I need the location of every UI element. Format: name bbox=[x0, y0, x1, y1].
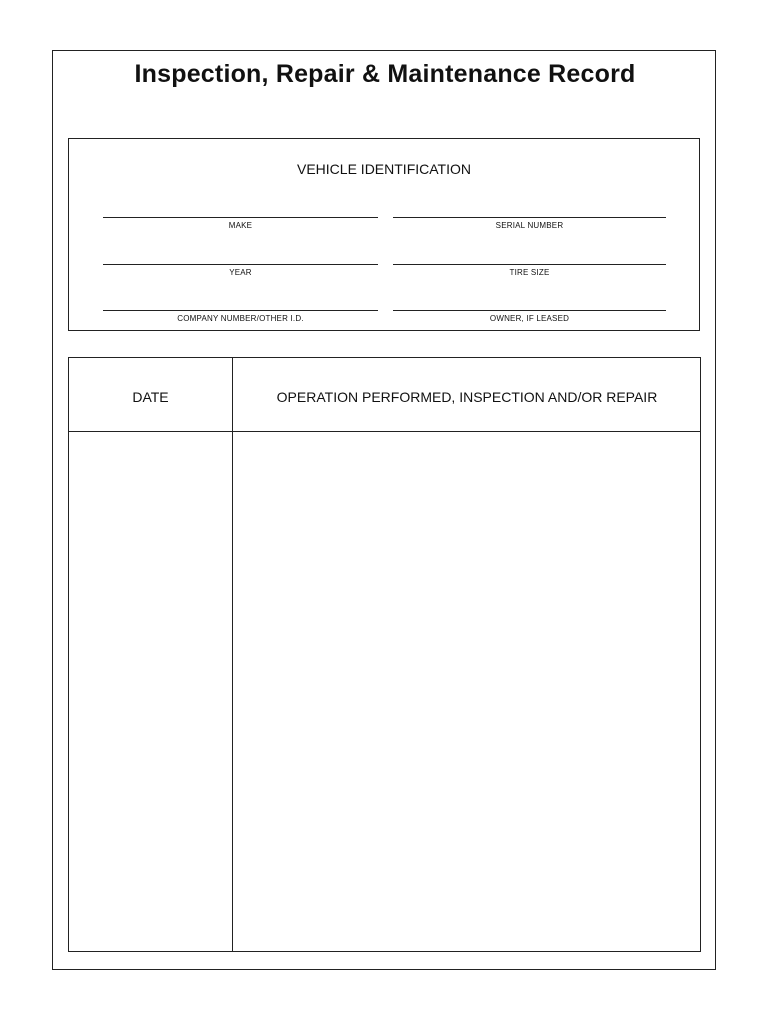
vehicle-identification-section bbox=[68, 138, 700, 331]
year-label: YEAR bbox=[229, 268, 252, 277]
tire-size-field[interactable] bbox=[393, 264, 666, 284]
year-line bbox=[103, 264, 378, 265]
owner-field[interactable] bbox=[393, 310, 666, 330]
vehicle-identification-heading: VEHICLE IDENTIFICATION bbox=[297, 161, 471, 177]
company-number-field[interactable] bbox=[103, 310, 378, 330]
make-line bbox=[103, 217, 378, 218]
owner-label: OWNER, IF LEASED bbox=[489, 314, 570, 323]
maintenance-record-table bbox=[68, 357, 701, 952]
company-number-label: COMPANY NUMBER/OTHER I.D. bbox=[177, 314, 304, 323]
serial-number-label: SERIAL NUMBER bbox=[495, 221, 564, 230]
tire-size-label: TIRE SIZE bbox=[509, 268, 550, 277]
year-field[interactable] bbox=[103, 264, 378, 284]
company-number-line bbox=[103, 310, 378, 311]
tire-size-line bbox=[393, 264, 666, 265]
operation-entry-area[interactable] bbox=[233, 432, 700, 951]
date-column-header: DATE bbox=[132, 389, 169, 405]
document-title: Inspection, Repair & Maintenance Record bbox=[134, 60, 636, 88]
date-entry-area[interactable] bbox=[69, 432, 232, 951]
serial-number-field[interactable] bbox=[393, 217, 666, 237]
operation-column-header: OPERATION PERFORMED, INSPECTION AND/OR REPAIR bbox=[276, 389, 658, 405]
owner-line bbox=[393, 310, 666, 311]
make-label: MAKE bbox=[228, 221, 253, 230]
serial-number-line bbox=[393, 217, 666, 218]
make-field[interactable] bbox=[103, 217, 378, 237]
